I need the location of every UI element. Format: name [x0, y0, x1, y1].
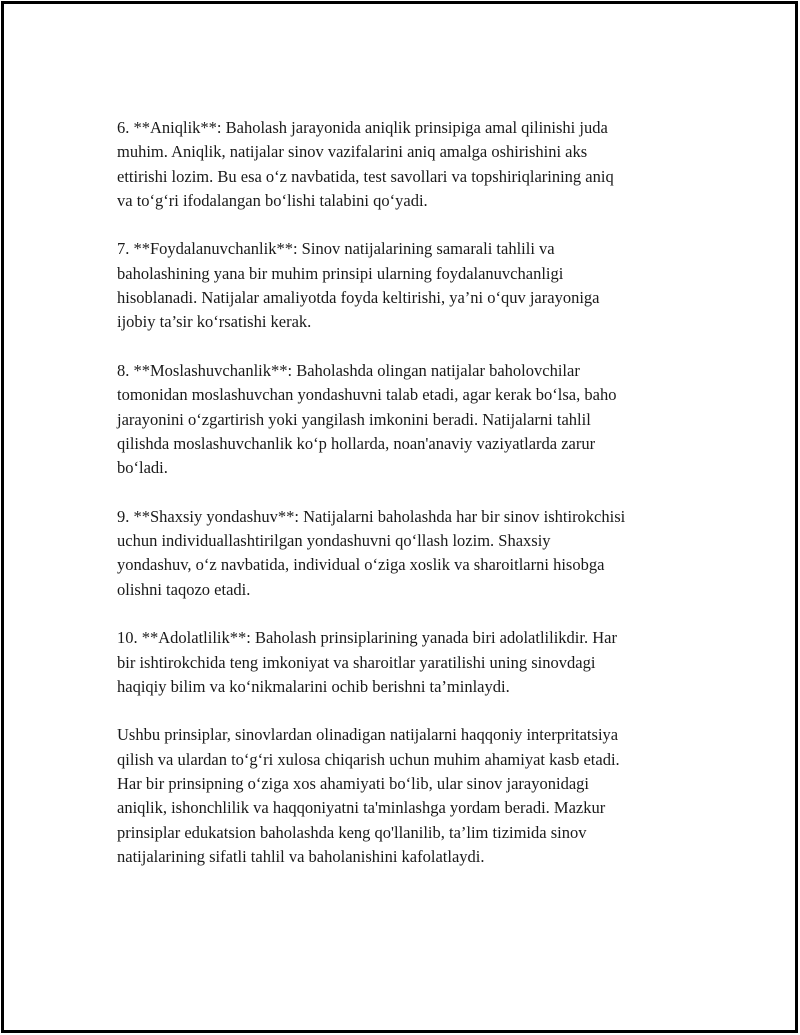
paragraph-conclusion: Ushbu prinsiplar, sinovlardan olinadigan natijalarni haqqoniy interpritatsiya qilish va ulardan to‘g‘ri xulosa chiqarish uchun muhim ahamiyat kasb etadi. Har bir prinsipning o‘ziga xos ahamiyati bo‘lib, ular sinov jarayonidagi aniqlik, ishonchlilik va haqqoniyatni ta'minlashga yordam beradi. Mazkur prinsiplar edukatsion baholashda keng qo'llanilib, ta’lim tizimida sinov natijalarining sifatli tahlil va baholanishini kafolatlaydi. [117, 725, 620, 866]
paragraph-moslashuvchanlik: 8. **Moslashuvchanlik**: Baholashda olingan natijalar baholovchilar tomonidan moslashuvchan yondashuvni talab etadi, agar kerak bo‘lsa, baho jarayonini o‘zgartirish yoki yangilash imkonini beradi. Natijalarni tahlil qilishda moslashuvchanlik ko‘p hollarda, noan'anaviy vaziyatlarda zarur bo‘ladi. [117, 360, 617, 478]
paragraph-shaxsiy-yondashuv: 9. **Shaxsiy yondashuv**: Natijalarni baholashda har bir sinov ishtirokchisi uchun individuallashtirilgan yondashuvni qo‘llash lozim. Shaxsiy yondashuv, o‘z navbatida, individual o‘ziga xoslik va sharoitlarni hisobga olishni taqozo etadi. [117, 506, 626, 599]
document-body [117, 116, 697, 894]
paragraph-adolatlilik: 10. **Adolatlilik**: Baholash prinsiplarining yanada biri adolatlilikdir. Har bir ishtirokchida teng imkoniyat va sharoitlar yaratilishi uning sinovdagi haqiqiy bilim va ko‘nikmalarini ochib berishni ta’minlaydi. [117, 628, 617, 696]
paragraph-foydalanuvchanlik: 7. **Foydalanuvchanlik**: Sinov natijalarining samarali tahlili va baholashining yana bir muhim prinsipi ularning foydalanuvchanligi hisoblanadi. Natijalar amaliyotda foyda keltirishi, ya’ni o‘quv jarayoniga ijobiy ta’sir ko‘rsatishi kerak. [117, 239, 600, 332]
paragraph-aniqlik: 6. **Aniqlik**: Baholash jarayonida aniqlik prinsipiga amal qilinishi juda muhim. Aniqlik, natijalar sinov vazifalarini aniq amalga oshirishini aks ettirishi lozim. Bu esa o‘z navbatida, test savollari va topshiriqlarining aniq va to‘g‘ri ifodalangan bo‘lishi talabini qo‘yadi. [117, 118, 614, 210]
